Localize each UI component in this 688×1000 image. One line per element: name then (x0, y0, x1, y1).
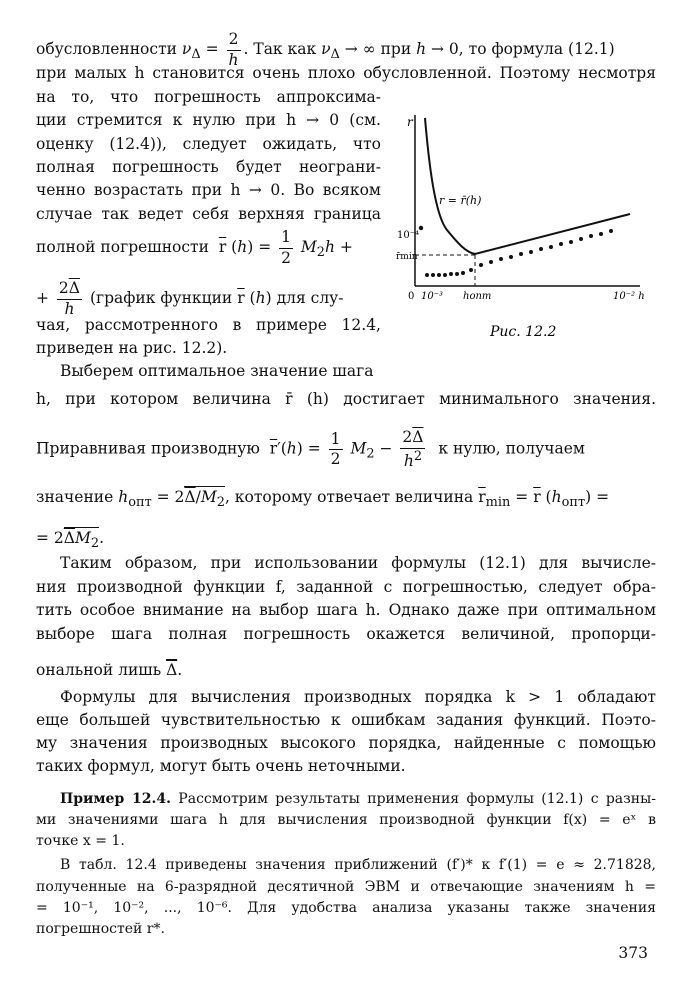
data-point (569, 240, 573, 244)
example-line-5: полученные на 6-разрядной десятичной ЭВМ и отвечающие значениям h = (36, 879, 656, 895)
text-fragment: Приравнивая производную (36, 439, 260, 458)
data-point (609, 229, 613, 233)
data-point (509, 255, 513, 259)
data-point (437, 273, 441, 277)
text-fragment: , то формула (12.1) (458, 40, 615, 58)
page-number: 373 (618, 944, 648, 962)
text-line-23: Формулы для вычисления производных порядка k > 1 обладают (60, 688, 656, 706)
tick-y-10-4: 10⁻⁴ (397, 230, 420, 241)
text-fragment: при (380, 40, 412, 58)
example-line-2: ми значениями шага h для вычисления производной функции f(x) = eˣ в (36, 812, 656, 828)
example-label: Пример 12.4. (60, 791, 171, 807)
data-point (469, 268, 473, 272)
text-fragment: к нулю, получаем (438, 439, 585, 458)
text-line-22: ональной лишь $\overline{\Delta}$. (36, 661, 183, 679)
data-point (559, 242, 563, 246)
text-fragment: полной погрешности (36, 238, 209, 256)
text-line-17: = $2\overline{\Delta}M_2$. (36, 529, 105, 552)
text-line-26: таких формул, могут быть очень неточными. (36, 757, 406, 775)
tick-zero: 0 (408, 291, 415, 302)
data-point (549, 245, 553, 249)
text-line-1: обусловленности $\nu_\Delta$ = $\frac{2}{h}$ . Так как $\nu_\Delta$ → ∞ при h → 0, то формула (12.1) (36, 30, 615, 69)
data-point (425, 273, 429, 277)
text-line-25: му значения производных высокого порядка, найденные с помощью (36, 734, 656, 752)
text-line-6: полная погрешность будет неограни- (36, 158, 381, 176)
tick-x-10-2: 10⁻² h (613, 291, 645, 302)
text-line-14: h, при котором величина r̄ (h) достигает минимального значения. (36, 390, 656, 408)
y-axis-label: r (407, 115, 413, 129)
tick-hopt: hопт (463, 291, 492, 302)
data-point (589, 234, 593, 238)
text-fragment: ональной лишь (36, 661, 162, 679)
text-line-10: + $\frac{2\overline{\Delta}}{h}$ (график функции $\overline{r}$ (h) для слу- (36, 279, 344, 318)
text-fragment: обусловленности (36, 40, 177, 58)
text-line-19: ния производной функции f, заданной с погрешностью, следует обра- (36, 578, 656, 596)
text-line-11: чая, рассмотренного в примере 12.4, (36, 316, 381, 334)
data-point (419, 226, 423, 230)
text-line-3: на то, что погрешность аппроксима- (36, 88, 381, 106)
figure-caption: Рис. 12.2 (490, 324, 557, 340)
tick-x-10-3: 10⁻³ (421, 291, 444, 302)
text-fragment: , которому отвечает величина (224, 488, 474, 506)
text-line-12: приведен на рис. 12.2). (36, 339, 228, 357)
tick-rmin: r̄min (396, 252, 418, 262)
text-line-7: ченно возрастать при h → 0. Во всяком (36, 181, 381, 199)
data-point (519, 252, 523, 256)
example-line-7: погрешностей r*. (36, 921, 165, 937)
text-line-24: еще большей чувствительностью к ошибкам задания функций. Поэто- (36, 711, 656, 729)
text-line-21: выборе шага полная погрешность окажется величиной, пропорци- (36, 625, 656, 643)
text-fragment: для слу- (276, 289, 344, 307)
data-point (579, 237, 583, 241)
data-point (499, 257, 503, 261)
data-point (599, 232, 603, 236)
data-point (479, 263, 483, 267)
data-point (443, 273, 447, 277)
text-line-2: при малых h становится очень плохо обусловленной. Поэтому несмотря (36, 64, 656, 82)
text-line-5: оценку (12.4)), следует ожидать, что (36, 135, 381, 153)
data-point (461, 271, 465, 275)
text-line-16: значение $h_{опт} = 2\overline{\Delta}/M_2$, которому отвечает величина $\overline{r}_{min} = \overline{r}$ $(h_{опт})$ = (36, 488, 610, 511)
data-point (455, 272, 459, 276)
text-line-9: полной погрешности $\overline{r}$ (h) = $\frac{1}{2}$ $M_2h$ + (36, 228, 353, 267)
data-points (419, 226, 613, 277)
text-line-8: случае так ведет себя верхняя граница (36, 205, 381, 223)
text-fragment: Рассмотрим результаты применения формулы (12.1) с разны- (178, 791, 656, 807)
text-fragment: значение (36, 488, 114, 506)
data-point (449, 272, 453, 276)
text-line-15: Приравнивая производную $\overline{r}'(h)$ = $\frac{1}{2}$ $M_2$ − $\frac{2\overline{\Delta}}{h^2}$ к нулю, получаем (36, 428, 585, 470)
example-line-6: = 10⁻¹, 10⁻², ..., 10⁻⁶. Для удобства анализа указаны также значения (36, 900, 656, 916)
data-point (529, 250, 533, 254)
figure-12-2 (395, 110, 655, 350)
example-line-1 (60, 789, 656, 809)
text-fragment: . Так как (243, 40, 317, 58)
text-line-18: Таким образом, при использовании формулы (12.1) для вычисле- (60, 554, 656, 572)
text-line-13: Выберем оптимальное значение шага (60, 362, 374, 380)
text-line-4: ции стремится к нулю при h → 0 (см. (36, 111, 381, 129)
text-line-20: тить особое внимание на выбор шага h. Однако даже при оптимальном (36, 601, 656, 619)
curve-label: r = r̄(h) (439, 194, 482, 207)
example-line-4: В табл. 12.4 приведены значения приближений (f′)* к f′(1) = e ≈ 2.71828, (60, 857, 656, 873)
data-point (539, 247, 543, 251)
data-point (431, 273, 435, 277)
data-point (489, 260, 493, 264)
example-line-3: точке x = 1. (36, 833, 125, 849)
text-fragment: (график функции (89, 289, 233, 307)
